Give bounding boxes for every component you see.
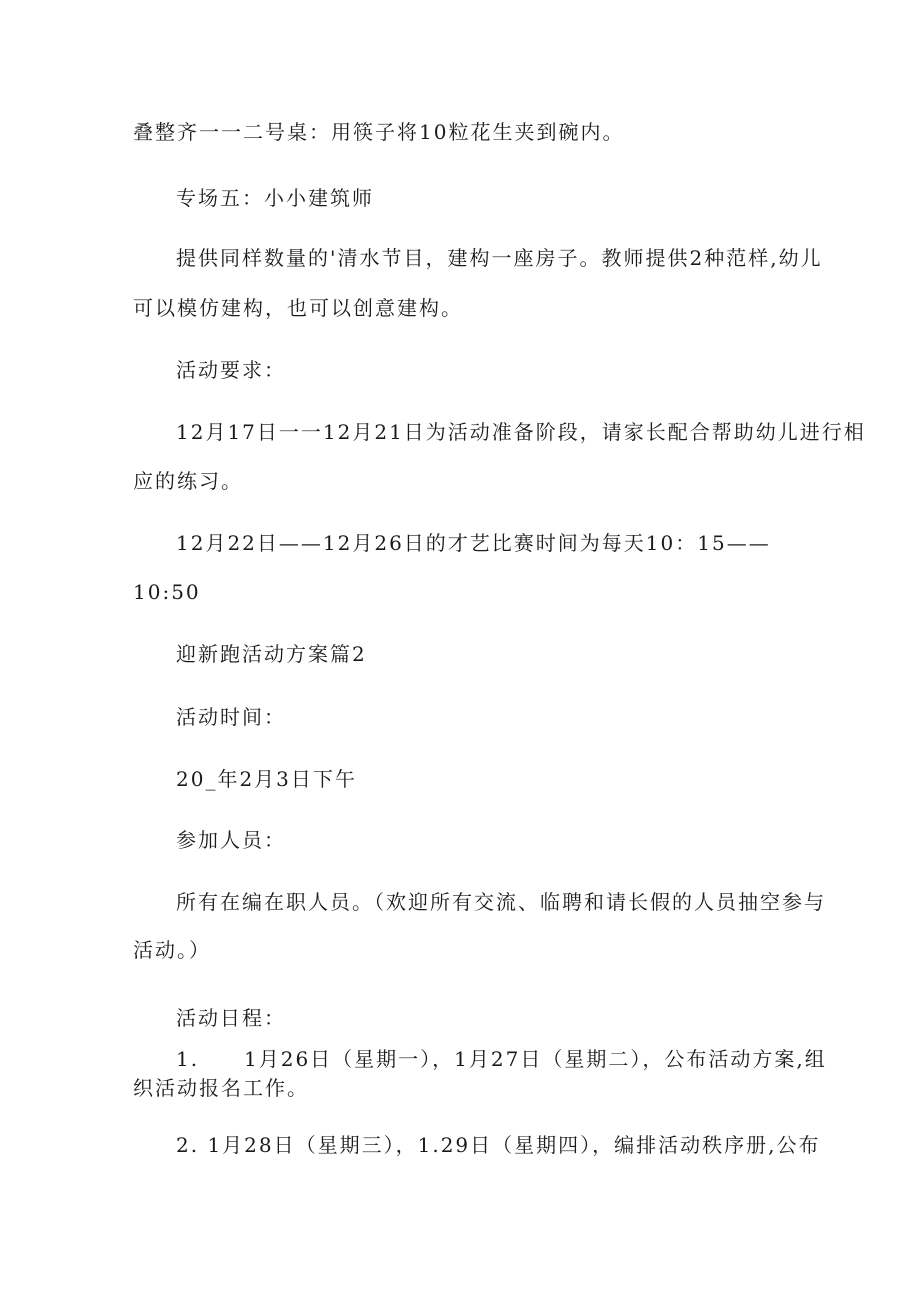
list-marker: 1. bbox=[176, 1047, 200, 1071]
section-heading: 参加人员： bbox=[176, 828, 286, 852]
paragraph-line: 可以模仿建构，也可以创意建构。 bbox=[133, 296, 463, 320]
paragraph-line: 活动。） bbox=[133, 938, 211, 962]
paragraph-line: 叠整齐一一二号桌：用筷子将10粒花生夹到碗内。 bbox=[133, 120, 625, 144]
paragraph-line: 20_年2月3日下午 bbox=[176, 767, 357, 791]
list-item: 2. 1月28日（星期三），1.29日（星期四），编排活动秩序册,公布 bbox=[176, 1133, 821, 1157]
paragraph-line: 织活动报名工作。 bbox=[133, 1076, 309, 1100]
list-item bbox=[176, 1047, 827, 1071]
paragraph-line: 提供同样数量的'清水节目，建构一座房子。教师提供2种范样,幼儿 bbox=[176, 246, 823, 270]
paragraph-line: 12月22日——12月26日的才艺比赛时间为每天10：15—— bbox=[176, 531, 771, 555]
paragraph-line: 应的练习。 bbox=[133, 469, 243, 493]
section-heading: 活动要求： bbox=[176, 358, 286, 382]
paragraph-line: 10:50 bbox=[133, 580, 201, 604]
section-heading: 活动时间： bbox=[176, 705, 286, 729]
list-item-text: 1月26日（星期一），1月27日（星期二），公布活动方案,组 bbox=[244, 1047, 827, 1071]
paragraph-line: 12月17日一一12月21日为活动准备阶段，请家长配合帮助幼儿进行相 bbox=[176, 420, 866, 444]
paragraph-line: 所有在编在职人员。（欢迎所有交流、临聘和请长假的人员抽空参与 bbox=[176, 890, 826, 914]
section-heading: 活动日程： bbox=[176, 1006, 286, 1030]
section-heading: 专场五：小小建筑师 bbox=[176, 186, 374, 210]
document-subtitle: 迎新跑活动方案篇2 bbox=[176, 642, 367, 666]
